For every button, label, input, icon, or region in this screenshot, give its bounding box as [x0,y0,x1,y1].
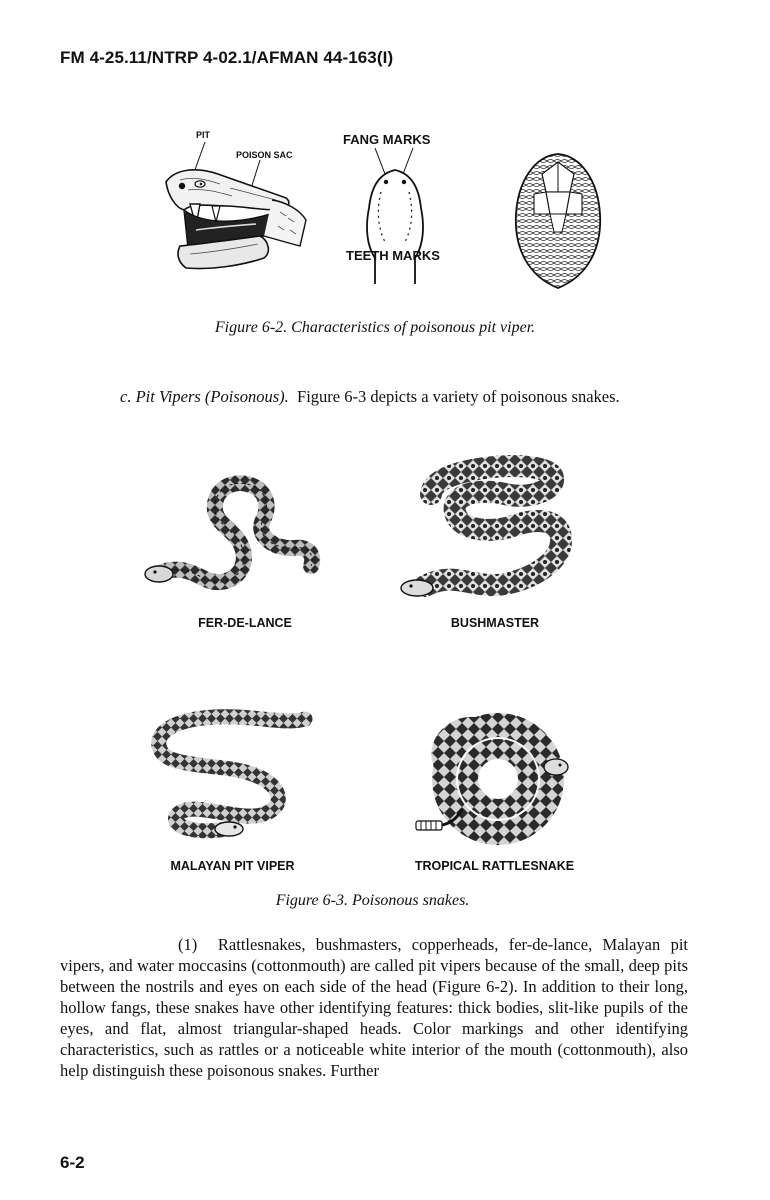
snake-label-malayan-pit-viper: MALAYAN PIT VIPER [170,859,295,873]
label-pit: PIT [196,130,211,140]
figure-6-3-caption: Figure 6-3. Poisonous snakes. [275,892,470,909]
section-c-text: Figure 6-3 depicts a variety of poisonous snakes. [297,387,620,406]
snake-illustration-fer-de-lance [145,470,330,600]
figure-6-2-caption: Figure 6-2. Characteristics of poisonous pit viper. [214,319,536,336]
page-number: 6-2 [60,1153,85,1172]
snake-label-tropical-rattlesnake: TROPICAL RATTLESNAKE [414,859,575,873]
paragraph-1-number: (1) [178,935,198,954]
label-teeth-marks: TEETH MARKS [346,248,440,263]
snake-label-fer-de-lance: FER-DE-LANCE [198,616,292,630]
section-c-heading: c. Pit Vipers (Poisonous). [120,387,289,406]
snake-illustration-malayan-pit-viper [135,705,315,845]
bite-marks-diagram [355,146,435,291]
document-header: FM 4-25.11/NTRP 4-02.1/AFMAN 44-163(I) [60,48,394,67]
viper-head-top-view-illustration [512,152,604,292]
label-fang-marks: FANG MARKS [343,132,431,147]
paragraph-1-text: Rattlesnakes, bushmasters, copperheads, fer-de-lance, Malayan pit vipers, and water moccasins (cottonmouth) are called pit vipers because of the small, deep pits between the nostrils and eyes on each side of the head (Figure 6-2). In addition to their long, hollow fangs, these snakes have other identifying features: thick bodies, slit-like pupils of the eyes, and flat, almost triangular-shaped heads. Color markings and other identifying characteristics, such as rattles or a noticeable white interior of the mouth (cottonmouth), also help distinguish these poisonous snakes. Further [60,935,689,1080]
snake-illustration-bushmaster [395,460,585,605]
label-poison-sac: POISON SAC [236,150,293,160]
paragraph-1 [60,934,688,1081]
viper-open-mouth-illustration [160,140,310,275]
snake-illustration-tropical-rattlesnake [402,705,587,850]
section-c-paragraph [60,386,688,407]
snake-label-bushmaster: BUSHMASTER [450,616,540,630]
